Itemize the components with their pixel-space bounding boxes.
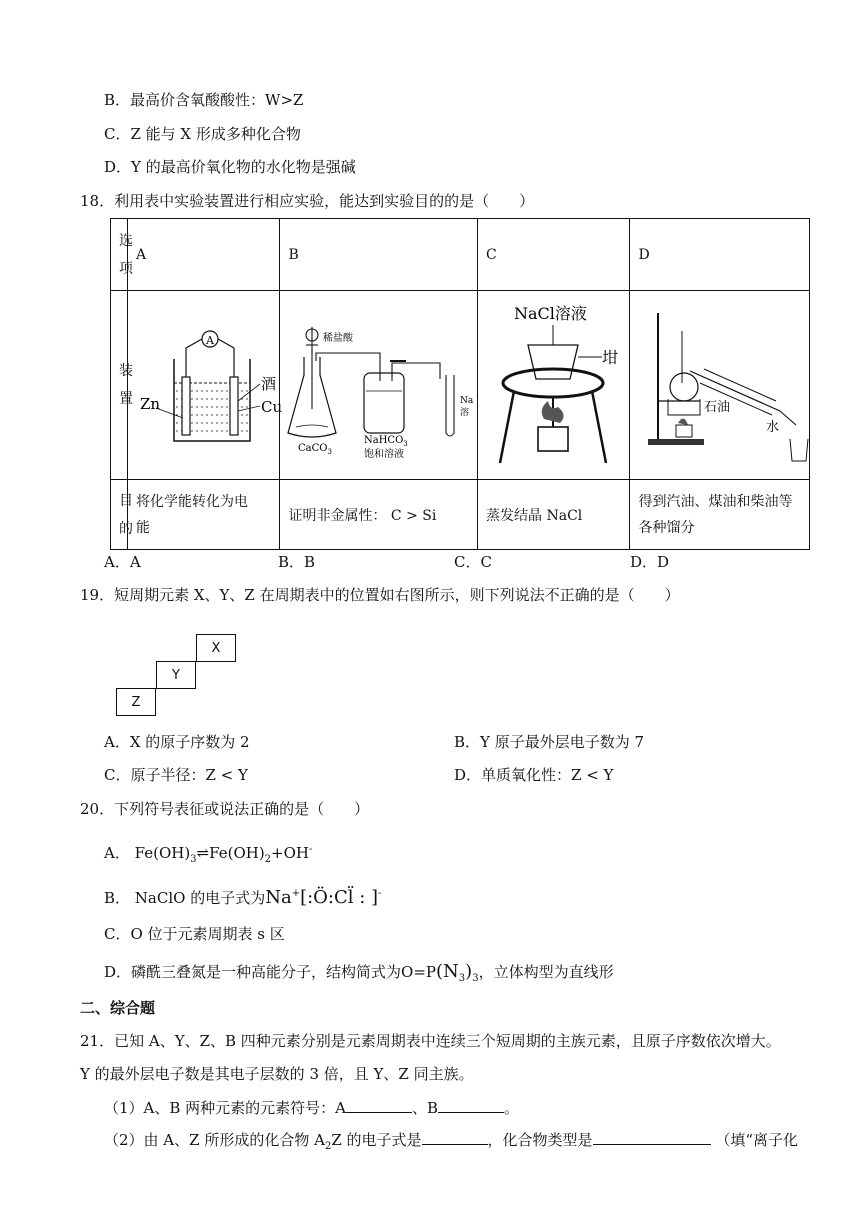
distillation-diagram: [630, 291, 808, 475]
periodic-cell-x: X: [196, 634, 236, 662]
q19-option-b: B．Y 原子最外层电子数为 7: [454, 733, 645, 751]
q18-answer-c: C．C: [454, 553, 492, 571]
answer-blank-compound-type[interactable]: [593, 1128, 711, 1145]
q20-stem: 20．下列符号表征或说法正确的是（ ）: [80, 800, 370, 818]
q19-option-c: C．原子半径：Z < Y: [104, 766, 248, 784]
answer-blank-a[interactable]: [346, 1096, 412, 1113]
petroleum-label: 石油: [704, 400, 731, 415]
q21-line1: 21．已知 A、Y、Z、B 四种元素分别是元素周期表中连续三个短周期的主族元素，且原子序数依次增大。: [80, 1032, 781, 1050]
answer-blank-b[interactable]: [438, 1096, 504, 1113]
q18-answer-a: A．A: [104, 553, 141, 571]
nacl-solution-label: NaCl溶液: [514, 304, 587, 323]
q19-stem: 19．短周期元素 X、Y、Z 在周期表中的位置如右图所示，则下列说法不正确的是（ ）: [80, 586, 680, 604]
zn-label: Zn: [140, 395, 161, 413]
water-label: 水: [766, 420, 780, 435]
purpose-b: 证明非金属性： C > Si: [280, 480, 478, 550]
device-c-cell: [478, 291, 630, 480]
electron-formula: Na+[:Ö:Cl̈ : ]-: [265, 887, 382, 908]
device-b-cell: [280, 291, 478, 480]
tube-label-2: 溶: [460, 408, 470, 418]
periodic-cell-y: Y: [156, 661, 196, 689]
q20-option-a: A． $Fe(OH)_3\rightleftharpoons Fe(OH)_2+OH^-$: [104, 844, 313, 865]
svg-text:A: A: [206, 334, 214, 347]
alcohol-label: 酒: [261, 375, 277, 393]
section-title: 二、综合题: [80, 999, 156, 1017]
header-c: C: [478, 219, 630, 291]
q21-part2: （2）由 A、Z 所形成的化合物 $A_2Z$ 的电子式是 ，化合物类型是 （填“离子化: [104, 1128, 798, 1157]
q17-option-b: B．最高价含氧酸酸性：W>Z: [104, 91, 304, 109]
device-d-cell: [630, 291, 810, 480]
evaporation-diagram: [478, 291, 628, 475]
crucible-label: 坩: [602, 348, 619, 367]
row-label-purpose: 目 的: [111, 480, 128, 550]
purpose-d: 得到汽油、煤油和柴油等 各种馏分: [630, 480, 810, 550]
gas-generation-diagram: [280, 291, 475, 475]
header-a: A: [128, 219, 280, 291]
answer-blank-electron-formula[interactable]: [422, 1128, 488, 1145]
q17-option-d: D．Y 的最高价氧化物的水化物是强碱: [104, 158, 356, 176]
header-b: B: [280, 219, 478, 291]
device-a-cell: [128, 291, 283, 480]
purpose-c: 蒸发结晶 NaCl: [478, 480, 630, 550]
purpose-a: 将化学能转化为电 能: [128, 480, 280, 550]
q18-stem: 18．利用表中实验装置进行相应实验，能达到实验目的的是（ ）: [80, 192, 535, 210]
row-label-option: 选 项: [111, 219, 128, 291]
q20-option-c: C．O 位于元素周期表 s 区: [104, 925, 285, 943]
q18-answer-b: B．B: [278, 553, 316, 571]
q20-option-d: D．磷酰三叠氮是一种高能分子，结构简式为$O=P(N_3)_3$，立体构型为直线形: [104, 961, 614, 984]
cu-label: Cu: [261, 398, 283, 416]
row-label-device: 装 置: [111, 291, 128, 480]
q18-table: [110, 218, 810, 550]
q18-answer-d: D．D: [630, 553, 670, 571]
q17-option-c: C．Z 能与 X 形成多种化合物: [104, 125, 301, 143]
q21-part1: （1）A、B 两种元素的元素符号：A 、B 。: [104, 1096, 519, 1118]
q19-option-a: A．X 的原子序数为 2: [104, 733, 250, 751]
saturated-solution-label: 饱和溶液: [364, 449, 405, 460]
equilibrium-arrow: ⇌: [196, 844, 210, 862]
q21-line2: Y 的最外层电子数是其电子层数的 3 倍，且 Y、Z 同主族。: [80, 1065, 474, 1083]
tube-label-1: Na: [460, 396, 474, 406]
caco3-label: CaCO$_3$: [298, 443, 333, 456]
header-d: D: [630, 219, 810, 291]
q19-option-d: D．单质氧化性：Z < Y: [454, 766, 614, 784]
galvanic-cell-diagram: [128, 291, 283, 475]
q20-option-b: B． NaClO 的电子式为Na+[:Ö:Cl̈ : ]-: [104, 887, 382, 908]
nahco3-label: NaHCO$_3$: [364, 435, 409, 448]
periodic-cell-z: Z: [116, 688, 156, 716]
acid-label: 稀盐酸: [323, 333, 354, 344]
